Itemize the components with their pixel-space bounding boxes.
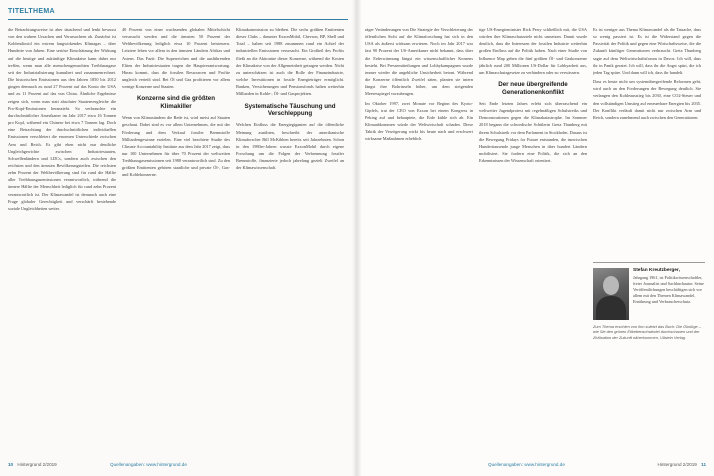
author-name: Stefan Kreutzberger, (633, 268, 680, 273)
section-heading: Konzerne sind die größten Klimakiller (136, 95, 216, 110)
section-rule (8, 19, 348, 20)
section-label: TITELTHEMA (8, 8, 55, 15)
section-heading: Der neue übergreifende Generationenkonflikt (498, 81, 568, 96)
author-photo-shoulders (596, 296, 626, 320)
author-bio: Jahrgang 1961, ist Politikwissenschaftler, freier Journalist und Sachbuchautor. Seine Veröffentlichungen beschäftigen sich vor allem mit den Themen Klimawandel, Ernährung und Verbraucherschutz. (633, 275, 704, 304)
body-paragraph: Wenn von Klimasündern die Rede ist, wird meist auf Staaten geschaut. Dabei sind es vor allem Unternehmen, die mit der Förderung und dem Verkauf fossiler Brennstoffe Milliardengewinne erzielen. Eine viel beachtete Studie des Climate Accountability Institute aus dem Jahr 2017 zeigt, dass nur 100 Unternehmen für über 70 Prozent der weltweiten Treibhausgasemissionen seit 1988 verantwortlich sind. Zu den größten Emittenten gehören staatliche und private Öl-, Gas- und Kohlekonzerne. (122, 115, 230, 178)
text-column-3 (236, 26, 344, 456)
author-box (593, 262, 705, 382)
body-paragraph: Seit Ende letzten Jahres erlebt sich überraschend ein weltweiter Jugendprotest mit regelmäßigen Schulstreiks und Demonstrationen gegen die Klimakatastrophe. Im Sommer 2018 begann die schwedische Schülerin Greta Thunberg mit ihrem Schulstreik vor dem Parlament in Stockholm. Daraus ist die Bewegung Fridays for Future entstanden, die inzwischen Hunderttausende junge Menschen in über hundert Ländern mobilisiert. Sie fordern eine Politik, die sich an den Erkenntnissen der Wissenschaft orientiert. (479, 100, 587, 164)
text-column-1 (8, 26, 116, 456)
author-note: Zum Thema erschien von ihm zuletzt das Buch: Die Ökolüge – wie Sie den grünen Etikettenschwindel durchschauen und der Zivilisation der Zukunft näherkommen, Ullstein Verlag. (593, 324, 701, 340)
footer-source-right (488, 462, 565, 467)
body-paragraph: räger Veränderungen von Die Strategie der Verschleierung der öffentlichen Sicht auf die Klimaforschung hat sich in den USA als äußerst wirksam erwiesen. Noch im Jahr 2017 war fast 90 Prozent der US-Amerikaner nicht bekannt, dass über die Erderwärmung längst ein wissenschaftlicher Konsens besteht. Bei Pressemitteilungen und Lobbykampagnen wurde immer wieder die angebliche Unsicherheit betont. Während die Konzerne öffentlich Zweifel säten, planten sie intern längst ihre Bohrinseln höher, um dem steigenden Meeresspiegel vorzubeugen. (365, 27, 473, 97)
body-paragraph: die Betrachtungsweise ist aber täuschend und lenkt bewusst von den wahren Ursachen und Verursachern ab. Zunächst ist Kohlendioxid ein extrem langwirkendes Klimagas – über Hunderte von Jahren. Eine seriöse Einschätzung der Wirkung auf die heutige und zukünftige Klimakrise kann daher nur treffen, wenn man alle menschengemachten Treibhausgase seit der Industrialisierung kumuliert und zusammenrechnet. Die historischen Emissionen aus den Jahren 1850 bis 2012 gingen demnach zu rund 27 Prozent auf das Konto der USA und zu 11 Prozent auf das von China. Ähnliche Ergebnisse zeigen sich, wenn man statt absoluter Staatenvergleiche die Pro-Kopf-Emissionen heranzieht. So verbrauchte ein durchschnittlicher Amerikaner im Jahr 2017 etwa 16 Tonnen pro Kopf, während ein Chinese bei etwa 7 Tonnen lag. Doch eine Betrachtung der durchschnittlichen individuellen Emissionen verschleiert die enormen Unterschiede zwischen Arm und Reich. Es gibt eben nicht nur deutliche Ungleichgewichte zwischen Industriestaaten, Schwellenländern und LDCs, sondern auch zwischen den reichsten und den ärmsten Bevölkerungsteilen. Die reichsten zehn Prozent der Weltbevölkerung sind für rund die Hälfte aller Treibhausgasemissionen verantwortlich, während die ärmere Hälfte der Menschheit lediglich für rund zehn Prozent verantwortlich ist. Der Klimawandel ist demnach auch eine Frage globaler Gerechtigkeit und verschärft bestehende soziale Ungleichheiten weiter. (8, 27, 116, 211)
body-paragraph: Klimakommission zu bleiben. Die sechs größten Emittenten dieser Clubs – darunter ExxonMobil, Chevron, BP, Shell und Total – haben seit 1988 zusammen rund ein Achtel der industriellen Emissionen verursacht. Ein Großteil des Profits fließt an die Aktionäre dieser Konzerne, während die Kosten der Klimakrise von der Allgemeinheit getragen werden. Nicht zu unterschätzen ist auch die Rolle der Finanzindustrie, welche Investitionen in fossile Energieträger ermöglicht. Banken, Versicherungen und Pensionsfonds halten weiterhin Milliarden in Kohle-, Öl- und Gasprojekten. (236, 27, 344, 97)
footer-right (658, 462, 706, 467)
body-paragraph: Welchen Einfluss die Energiegiganten auf die öffentliche Meinung ausübten, beschreibt der amerikanische Klimaforscher Bill McKibben bereits seit Jahrzehnten. Schon in den 1980er-Jahren wusste ExxonMobil durch eigene Forschung um die Folgen der Verbrennung fossiler Brennstoffe, finanzierte jedoch jahrelang gezielt Zweifel an der Klimawissenschaft. (236, 122, 344, 171)
left-issue: Hintergrund 2/2019 (17, 462, 57, 467)
author-photo-head (603, 276, 619, 295)
author-box-rule (593, 262, 705, 263)
author-photo (593, 268, 629, 320)
page-gutter (352, 0, 362, 476)
body-paragraph: Dass es heute nicht um systemübergreifende Reformen geht, wird auch an den Forderungen der Bewegung deutlich. Sie verlangen den Kohleausstieg bis 2030, eine CO2-Steuer und den vollständigen Umstieg auf erneuerbare Energien bis 2035. Der Konflikt verläuft damit nicht nur zwischen Arm und Reich, sondern zunehmend auch zwischen den Generationen. (593, 79, 701, 120)
left-page-number: 10 (8, 462, 14, 467)
body-paragraph: Im Oktober 1997, zwei Monate vor Beginn des Kyoto-Gipfels, trat der CEO von Exxon bei einem Kongress in Peking auf und behauptete, die Erde kühle sich ab. Ein Klimaabkommen würde der Weltwirtschaft schaden. Diese Taktik der Verzögerung wirkt bis heute nach und erschwert wirksame Maßnahmen erheblich. (365, 100, 473, 142)
text-column-4 (365, 26, 473, 456)
body-paragraph: tige US-Energieminister Rick Perry schließlich mit, die USA würden ihre Klimaschutzziele nicht umsetzen. Damit wurde deutlich, dass die Interessen der fossilen Industrie weiterhin großen Einfluss auf die Politik haben. Nach einer Studie von Influence Map geben die fünf größten Öl- und Gaskonzerne jährlich rund 200 Millionen US-Dollar für Lobbyarbeit aus, um Klimaschutzgesetze zu verhindern oder zu verwässern. (479, 27, 587, 75)
right-issue: Hintergrund 2/2019 (657, 462, 697, 467)
text-column-2 (122, 26, 230, 456)
body-paragraph: Es ist weniger aus Thema Klimawandel als die Tatsache, dass so wenig passiert ist. Es ist die Widerstand gegen die Passivität der Politik und gegen eine Wirtschaftsweise, die die Zukunft künftiger Generationen verbraucht. Greta Thunberg sagte auf dem Weltwirtschaftsforum in Davos: Ich will, dass ihr in Panik geratet. Ich will, dass ihr die Angst spürt, die ich jeden Tag spüre. Und dann will ich, dass ihr handelt. (593, 27, 701, 75)
footer-left (8, 462, 57, 467)
body-paragraph: 40 Prozent von einer wachsenden globalen Mittelschicht verursacht werden und die ärmsten 50 Prozent der Weltbevölkerung lediglich etwa 10 Prozent beisteuern. Letztere leben vor allem in den ärmsten Ländern Afrikas und Asiens. Das Fazit: Die Superreichen und die ausführenden Eliten der Industriestaaten tragen die Hauptverantwortung. Hinzu kommt, dass die fossilen Ressourcen und Profite ungleich verteilt sind. Bei Öl und Gas profitieren vor allem wenige Konzerne und Staaten. (122, 27, 230, 90)
text-column-6 (593, 26, 701, 254)
right-source-link[interactable]: Quellenangaben: www.hintergrund.de (488, 462, 565, 467)
section-heading: Systematische Täuschung und Verschleppung (244, 102, 336, 117)
right-page-number: 11 (701, 462, 706, 467)
left-source-link[interactable]: Quellenangaben: www.hintergrund.de (110, 462, 187, 467)
text-column-5 (479, 26, 587, 456)
footer-source-left (110, 462, 187, 467)
